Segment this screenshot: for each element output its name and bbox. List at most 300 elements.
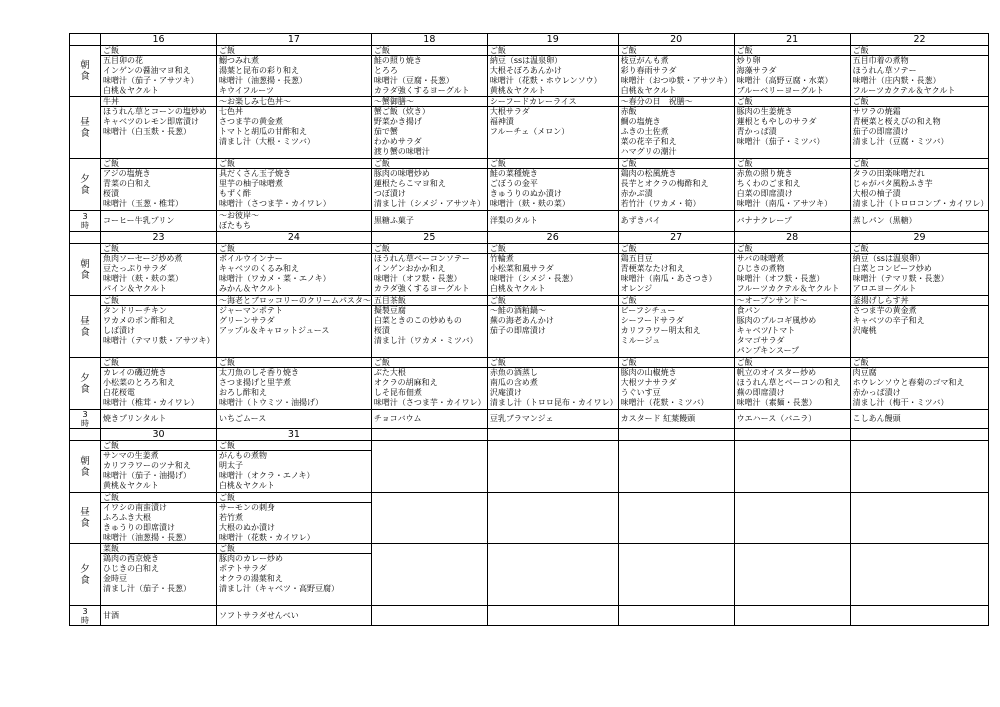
day-header: 29 [850,232,989,244]
menu-item: がんもの煮物 [219,451,267,460]
menu-item: 渡り蟹の味噌汁 [373,147,430,156]
menu-item: ご飯 [619,159,734,169]
menu-item: オレンジ [620,284,653,293]
menu-item: うぐいす豆 [620,388,661,397]
menu-item: アロエヨーグルト [852,284,917,293]
menu-item: 豚肉の味噌炒め [373,169,430,178]
menu-item: 白菜の即席漬け [736,189,793,198]
menu-item: キャベツの辛子和え [852,316,925,325]
dinner-cell [850,544,989,606]
menu-item: 豆たっぷりサラダ [103,264,167,273]
menu-item: ひじきの煮物 [736,264,785,273]
menu-item: 白桃＆ヤクルト [489,284,546,293]
day-header [734,429,850,441]
menu-item: 味噌汁（茄子・油揚げ） [103,471,191,480]
lunch-cell [487,97,618,159]
menu-item: ～海老とブロッコリーのクリームパスタ～ [219,296,371,305]
menu-item: ご飯 [851,358,989,368]
menu-item: とろろ [373,66,398,75]
snack-item: ソフトサラダせんべい [219,610,299,620]
menu-item: 白桃＆ヤクルト [103,86,159,95]
menu-item: 釜揚げしらす丼 [851,296,989,306]
menu-item: カリフラワーのツナ和え [103,461,191,470]
menu-item: ご飯 [101,441,216,451]
meal-label-char: 朝 [80,60,90,71]
menu-item: 清まし汁（キャベツ・高野豆腐） [219,584,339,593]
menu-item: さつま芋の黄金煮 [219,117,283,126]
lunch-cell [850,97,989,159]
dinner-row [70,544,989,606]
menu-item: ご飯 [488,159,618,169]
menu-item: 五目茶飯 [372,296,487,306]
menu-item: パンプキンスープ [736,346,800,355]
breakfast-label [70,46,101,97]
menu-item: フルーチェ（メロン） [489,127,570,136]
menu-item: 茄子の即席漬け [852,127,909,136]
menu-item: 小松菜和風サラダ [489,264,554,273]
menu-item: 五目卯の花 [103,56,143,65]
menu-item: 豚肉の生姜焼き [736,107,793,116]
dinner-cell [217,544,372,606]
breakfast-cell [850,244,989,296]
menu-item: ふろふき大根 [103,513,151,522]
breakfast-cell [487,441,618,493]
menu-item: 味噌汁（オフ麩・長葱） [736,274,825,283]
menu-item: ご飯 [217,244,371,254]
menu-item: 枝豆がんも煮 [620,56,669,65]
menu-item: 味噌汁（素麺・長葱） [736,398,817,407]
snack-label [70,606,101,626]
menu-item: 竹輪煮 [489,254,514,263]
snack-item: バナナクレープ [736,216,792,225]
menu-item: 若竹汁（ワカメ・筍） [620,199,701,208]
meal-label-char: 夕 [80,372,90,384]
menu-item: カラダ強くするヨーグルト [373,284,470,293]
meal-label-char: 食 [80,71,90,82]
menu-item: ご飯 [101,159,216,169]
menu-item: ごぼうの金平 [489,179,538,188]
lunch-label [70,97,101,159]
snack-cell [487,606,618,626]
menu-item: 味噌汁（茄子・ミツバ） [736,137,825,146]
menu-item: 味噌汁（麸・麸の菜） [489,199,570,208]
snack-row [70,211,989,232]
lunch-cell [734,296,850,358]
menu-item: 野菜かき揚げ [373,117,422,126]
day-header: 18 [371,34,487,46]
menu-item: 蟹ご飯（炊き） [373,107,430,116]
menu-item: 味噌汁（白玉麩・長葱） [103,127,191,136]
menu-item: 豚肉のカレー炒め [219,554,283,563]
menu-item: ご飯 [217,493,371,503]
menu-item: 納豆（ssは温泉卵） [489,56,563,65]
menu-item: ご飯 [488,244,618,254]
snack-cell [217,211,372,232]
snack-item [372,611,487,621]
day-header [618,429,734,441]
menu-item: 魚肉ソーセージ炒め煮 [103,254,183,263]
day-header: 31 [217,429,372,441]
day-header: 27 [618,232,734,244]
menu-item: ふきの土佐煮 [620,127,669,136]
breakfast-cell [734,441,850,493]
dinner-cell [734,159,850,211]
menu-item: 沢庵桃 [852,326,877,335]
menu-item: ご飯 [101,493,216,503]
menu-item: ご飯 [619,358,734,368]
snack-item: 甘酒 [103,610,119,620]
week-header-row [70,429,989,441]
dinner-row [70,358,989,410]
meal-label-char: 夕 [80,563,90,575]
menu-item: 帆立のオイスター炒め [736,368,817,377]
menu-item: ちくわのごま和え [736,179,801,188]
menu-item: タラの田楽味噌だれ [852,169,925,178]
menu-item: 擬製豆腐 [373,306,406,315]
menu-item: 鶏肉の松風焼き [620,169,677,178]
menu-item: 味噌汁（トウミツ・油揚げ） [219,398,323,407]
dinner-cell [101,159,217,211]
menu-item: 味噌汁（茄子・アサツキ） [103,76,199,85]
breakfast-row [70,46,989,97]
menu-item: サバの味噌煮 [736,254,785,263]
meal-label-char: 食 [80,466,90,478]
lunch-label [70,296,101,358]
menu-item: 大根ツナサラダ [620,378,677,387]
menu-item: 茄で蟹 [373,127,398,136]
menu-item: 味噌汁（オクラ・エノキ） [219,471,315,480]
menu-item: 沢庵漬け [489,388,522,397]
menu-item: ご飯 [735,97,850,107]
menu-item: 清まし汁（大根・ミツバ） [219,137,315,146]
menu-item: 味噌汁（椎茸・カイワレ） [103,398,199,407]
snack-item: 黒糖ふ菓子 [373,216,414,225]
menu-item: わかめサラダ [373,137,422,146]
snack-cell [487,211,618,232]
lunch-cell [217,296,372,358]
menu-item: 味噌汁（玉葱・椎茸） [103,199,183,208]
lunch-cell [618,296,734,358]
menu-item: 赤飯 [620,107,637,116]
snack-item: 蒸しパン（黒糖） [852,216,917,225]
menu-item: オクラの湯葉和え [219,574,283,583]
menu-item: 蕪の即席漬け [736,388,785,397]
menu-item: アップル＆キャロットジュース [219,326,330,335]
snack-item [851,611,989,621]
menu-item: ご飯 [619,46,734,56]
menu-item: 赤魚の酒蒸し [489,368,538,377]
snack-cell [850,606,989,626]
menu-item: シーフードカレーライス [488,97,618,107]
menu-item: 味噌汁（シメジ・長葱） [489,274,578,283]
snack-item: 豆乳ブラマンジェ [489,414,554,423]
menu-item: 明太子 [219,461,243,470]
menu-item: 桜漬 [373,326,390,335]
menu-item: 具だくさん玉子焼き [219,169,291,178]
menu-item: しそ昆布佃煮 [373,388,422,397]
menu-item: 牛丼 [101,97,216,107]
snack-cell [101,606,217,626]
lunch-cell [850,493,989,544]
snack-cell [371,211,487,232]
breakfast-cell [487,244,618,296]
menu-item: もずく酢 [219,189,251,198]
meal-label-char: 3 [82,212,88,221]
snack-item: ～お彼岸～ [219,211,259,220]
lunch-cell [101,97,217,159]
menu-item: ご飯 [101,244,216,254]
breakfast-cell [101,46,217,97]
day-header: 19 [487,34,618,46]
corner-cell [70,34,101,46]
snack-cell [618,410,734,429]
snack-item: 焼きプリンタルト [103,414,167,423]
menu-item: ～オープンサンド～ [735,296,850,306]
snack-item: いちごムース [219,414,267,423]
menu-item: みかん＆ヤクルト [219,284,283,293]
menu-item: ご飯 [217,441,371,451]
menu-item: 彩り春雨サラダ [620,66,677,75]
menu-item: つぼ漬け [373,189,406,198]
menu-item: 鶏肉の西京焼き [103,554,159,563]
meal-label-char: 朝 [80,455,90,467]
lunch-cell [371,493,487,544]
snack-cell [734,410,850,429]
snack-cell [371,410,487,429]
lunch-cell [101,493,217,544]
menu-table [69,33,989,626]
menu-item: 味噌汁（油葱揚・長葱） [219,76,307,85]
menu-item: 味噌汁（テマリ麩・アサツキ） [103,336,215,345]
menu-item: インゲンおかか和え [373,264,446,273]
dinner-cell [371,544,487,606]
menu-item: しば漬け [103,326,135,335]
day-header: 30 [101,429,217,441]
menu-item: ビーフシチュー [620,306,676,315]
snack-item: コーヒー牛乳プリン [103,216,175,225]
dinner-cell [618,358,734,410]
day-header: 17 [217,34,372,46]
menu-item: ご飯 [488,296,618,306]
menu-item: 清まし汁（ワカメ・ミツバ） [373,336,478,345]
dinner-cell [217,159,372,211]
lunch-label [70,493,101,544]
lunch-cell [217,493,372,544]
dinner-cell [734,544,850,606]
menu-item: 白菜ときのこの炒めもの [373,316,462,325]
breakfast-cell [850,46,989,97]
menu-item: 五目巾着の煮物 [852,56,909,65]
menu-item: 味噌汁（南瓜・アサツキ） [736,199,833,208]
meal-label-char: 昼 [80,116,90,128]
menu-item: さつま揚げと里芋煮 [219,378,291,387]
menu-item: ワカメのポン酢和え [103,316,175,325]
menu-item: おろし酢和え [219,388,267,397]
dinner-label [70,358,101,410]
snack-item [488,611,618,621]
menu-item: 清まし汁（梅干・ミツバ） [852,398,949,407]
menu-item: 味噌汁（豆腐・長葱） [373,76,454,85]
menu-item: シーフードサラダ [620,316,684,325]
menu-item: ほうれん草ベーコンソテー [373,254,470,263]
menu-item: カリフラワー明太和え [620,326,701,335]
lunch-cell [734,493,850,544]
snack-item [735,611,850,621]
dinner-cell [371,358,487,410]
menu-item: タンドリーチキン [103,306,167,315]
breakfast-cell [371,244,487,296]
menu-item: 小松菜のとろろ和え [103,378,175,387]
menu-item: フルーツカクテル＆ヤクルト [736,284,840,293]
menu-item: ハマグリの潮汁 [620,147,677,156]
lunch-cell [618,493,734,544]
snack-cell [850,211,989,232]
menu-item: ほうれん草とベーコンの和え [736,378,841,387]
menu-item: じゃがバタ風粉ふき芋 [852,179,933,188]
menu-item: ～蟹御膳～ [372,97,487,107]
menu-item: 鮭の菜種焼き [489,169,538,178]
snack-item: こしあん饅頭 [852,414,901,423]
menu-item: 味噌汁（庄内麩・長葱） [852,76,941,85]
dinner-cell [618,544,734,606]
menu-item: ほうれん草とコーンの塩炒め [103,107,207,116]
menu-item: ご飯 [372,244,487,254]
menu-item: グリーンサラダ [219,316,275,325]
menu-item: キウイフルーツ [219,86,274,95]
dinner-cell [850,358,989,410]
menu-item: 長芋とオクラの梅酢和え [620,179,709,188]
breakfast-cell [217,244,372,296]
dinner-cell [371,159,487,211]
meal-label-char: 食 [80,383,90,395]
breakfast-cell [618,244,734,296]
breakfast-cell [101,441,217,493]
menu-item: ご飯 [372,159,487,169]
menu-item: アジの塩焼き [103,169,151,178]
snack-cell [618,211,734,232]
menu-item: 菜の花辛子和え [620,137,677,146]
menu-item: 清まし汁（トロロコンブ・カイワレ） [852,199,989,208]
meal-label-char: 時 [81,221,89,230]
menu-item: ご飯 [735,46,850,56]
dinner-cell [618,159,734,211]
snack-cell [487,410,618,429]
menu-item: 蓮根たらこマヨ和え [373,179,446,188]
menu-item: 大根サラダ [489,107,530,116]
menu-item: 青かっぱ漬 [736,127,777,136]
snack-item [619,611,734,621]
menu-item: トマトと胡瓜の甘酢和え [219,127,307,136]
meal-label-char: 時 [81,615,89,625]
menu-item: 清まし汁（茄子・長葱） [103,584,191,593]
lunch-cell [101,296,217,358]
menu-item: 金時豆 [103,574,127,583]
menu-item: 味噌汁（ワカメ・菜・エノキ） [219,274,331,283]
snack-cell [217,410,372,429]
menu-item: 茄子の即席漬け [489,326,546,335]
meal-label-char: 昼 [80,507,90,518]
menu-item: 味噌汁（南瓜・あさつき） [620,274,717,283]
menu-item: 七色丼 [219,107,243,116]
breakfast-cell [101,244,217,296]
breakfast-label [70,244,101,296]
menu-item: ご飯 [488,358,618,368]
day-header [850,429,989,441]
menu-item: ご飯 [619,244,734,254]
menu-item: 大根そぼろあんかけ [489,66,562,75]
menu-item: 味噌汁（油葱揚・長葱） [103,533,191,542]
menu-item: ご飯 [851,244,989,254]
menu-item: ～お楽しみ七色丼～ [217,97,371,107]
menu-item: 鮭の照り焼き [373,56,422,65]
meal-label-char: 食 [80,326,90,338]
menu-item: きゅうりの即席漬け [103,523,175,532]
meal-label-char: 食 [80,127,90,139]
snack-cell [101,211,217,232]
menu-item: ご飯 [619,296,734,306]
menu-item: ひじきの白和え [103,564,159,573]
menu-item: サーモンの刺身 [219,503,275,512]
snack-item: ウエハース（バニラ） [736,414,817,423]
menu-item: 肉豆腐 [852,368,877,377]
dinner-cell [487,159,618,211]
breakfast-cell [217,441,372,493]
week-header-row [70,34,989,46]
dinner-label [70,159,101,211]
lunch-cell [371,296,487,358]
dinner-cell [487,358,618,410]
menu-item: 黄桃＆ヤクルト [489,86,546,95]
lunch-row [70,493,989,544]
snack-cell [850,410,989,429]
menu-item: 味噌汁（テマリ麩・長葱） [852,274,949,283]
menu-item: 湯葉と昆布の彩り和え [219,66,299,75]
corner-cell [70,232,101,244]
breakfast-cell [618,441,734,493]
menu-item: 豚肉のブルコギ風炒め [736,316,817,325]
lunch-cell [734,97,850,159]
menu-item: 納豆（ssは温泉卵） [852,254,925,263]
menu-item: 若竹煮 [219,513,243,522]
menu-item: イワシの南蛮漬け [103,503,167,512]
day-header: 16 [101,34,217,46]
snack-item: カスタード 紅葉饅頭 [620,414,696,423]
menu-item: 味噌汁（花麩・ホウレンソウ） [489,76,602,85]
breakfast-cell [487,46,618,97]
menu-item: パイン＆ヤクルト [103,284,167,293]
menu-item: ジャーマンポテト [219,306,283,315]
menu-item: 味噌汁（高野豆腐・水菜） [736,76,833,85]
menu-item: 味噌汁（麸・麸の菜） [103,274,183,283]
menu-item: サワラの焼霜 [852,107,901,116]
menu-item: 鰯つみれ煮 [219,56,259,65]
menu-item: ご飯 [372,46,487,56]
menu-item: キャベツのレモン即席漬け [103,117,199,126]
meal-label-char: 食 [80,574,90,586]
menu-item: 青菜の白和え [103,179,151,188]
menu-item: ご飯 [851,97,989,107]
dinner-cell [101,544,217,606]
meal-label-char: 昼 [80,315,90,327]
menu-item: 味噌汁（花麩・カイワレ） [219,533,315,542]
menu-item: ミルージュ [620,336,661,345]
menu-item: 味噌汁（さつま芋・カイワレ） [219,199,331,208]
menu-item: 福神漬 [489,117,514,126]
snack-item: チョコバウム [373,414,422,423]
snack-cell [618,606,734,626]
lunch-row [70,296,989,358]
dinner-cell [217,358,372,410]
